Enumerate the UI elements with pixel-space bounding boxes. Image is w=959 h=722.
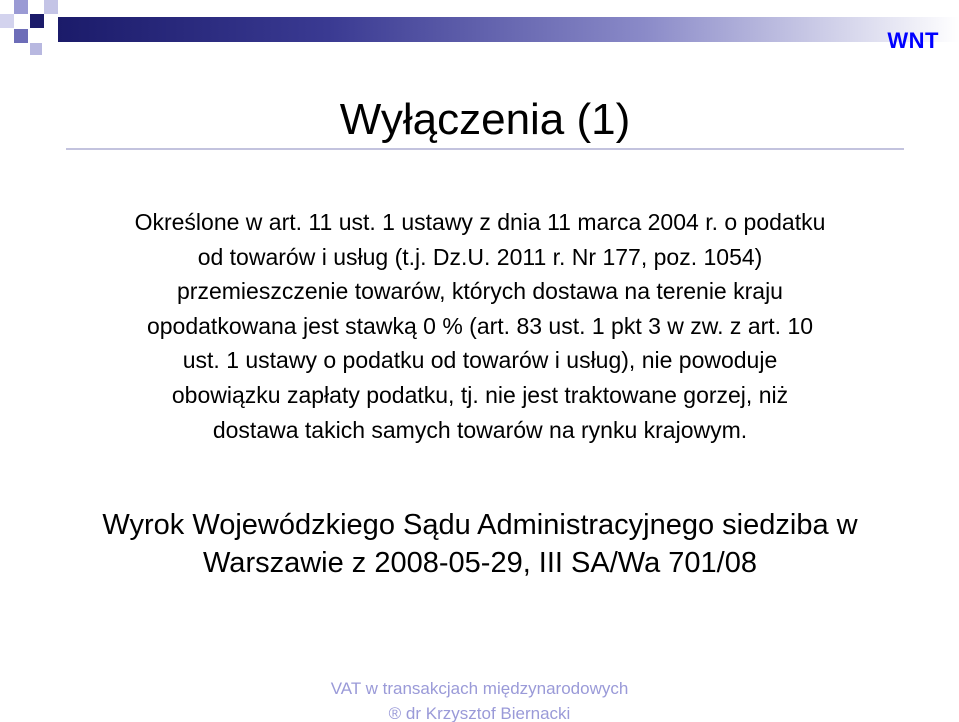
body-line: opodatkowana jest stawką 0 % (art. 83 ust. 1 pkt 3 w zw. z art. 10	[146, 312, 814, 339]
footer-course-title: VAT w transakcjach międzynarodowych	[330, 679, 629, 698]
title-underline	[66, 148, 904, 150]
ruling-line: Warszawie z 2008-05-29, III SA/Wa 701/08	[203, 547, 757, 579]
brand-logo-text: WNT	[887, 28, 939, 53]
corner-squares-icon	[0, 0, 80, 62]
court-ruling-citation	[30, 506, 930, 582]
body-line: Określone w art. 11 ust. 1 ustawy z dnia 11 marca 2004 r. o podatku	[134, 209, 826, 235]
ruling-line: Wyrok Wojewódzkiego Sądu Administracyjnego siedziba w	[102, 509, 858, 541]
body-line: ust. 1 ustawy o podatku od towarów i usług), nie powoduje	[182, 347, 778, 374]
footer-author: ® dr Krzysztof Biernacki	[388, 704, 571, 722]
body-line: obowiązku zapłaty podatku, tj. nie jest traktowane gorzej, niż	[171, 381, 789, 408]
header-gradient-bar	[58, 17, 959, 42]
slide-title: Wyłączenia (1)	[339, 95, 631, 144]
body-paragraph	[30, 205, 930, 447]
slide-footer	[0, 676, 959, 722]
body-line: dostawa takich samych towarów na rynku krajowym.	[212, 416, 748, 443]
body-line: przemieszczenie towarów, których dostawa na terenie kraju	[177, 278, 783, 305]
body-line: od towarów i usług (t.j. Dz.U. 2011 r. Nr 177, poz. 1054)	[197, 243, 763, 270]
